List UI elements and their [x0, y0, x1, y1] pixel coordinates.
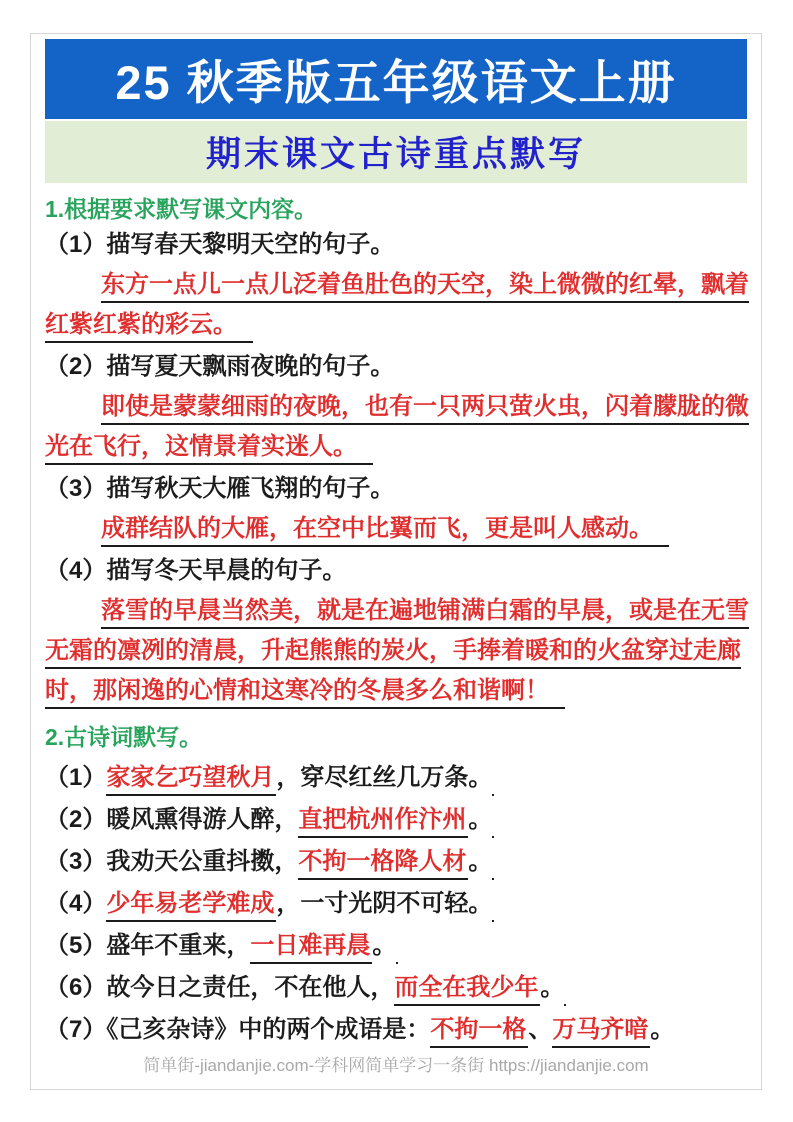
poem-red-segment: 不拘一格	[430, 1016, 528, 1048]
poem-black-segment: 。	[372, 932, 397, 959]
answer-line	[45, 387, 747, 427]
worksheet-page	[30, 33, 762, 1090]
poem-black-segment: 、	[528, 1016, 553, 1043]
answer-text: 时，那闲逸的心情和这寒冷的冬晨多么和谐啊！	[45, 677, 565, 709]
question-1: （1）描写春天黎明天空的句子。	[45, 231, 395, 258]
poem-black-segment: （4）	[45, 890, 107, 917]
answer-text: 光在飞行，这情景着实迷人。	[45, 433, 373, 465]
poem-item-2	[45, 805, 747, 835]
poem-red-segment: 一日难再晨	[250, 932, 372, 964]
poem-black-segment: ，穿尽红丝几万条。	[276, 764, 493, 791]
answer-line	[45, 671, 747, 711]
answer-4	[45, 591, 747, 711]
subtitle-banner	[45, 121, 747, 183]
answer-line	[45, 265, 747, 305]
poem-red-segment: 万马齐喑	[552, 1016, 650, 1048]
poem-black-segment: （5）盛年不重来，	[45, 932, 251, 959]
answer-line	[45, 631, 747, 671]
answer-line	[45, 305, 747, 345]
poem-red-segment: 不拘一格降人材	[298, 848, 468, 880]
section2-heading: 2.古诗词默写。	[45, 724, 203, 750]
poem-black-segment: 。	[468, 806, 493, 833]
poem-red-segment	[492, 806, 494, 838]
poem-item-3	[45, 847, 747, 877]
answer-line	[45, 509, 747, 549]
answer-text: 红紫红紫的彩云。	[45, 311, 253, 343]
poem-red-segment	[564, 974, 566, 1006]
answer-line	[45, 427, 747, 467]
answer-text: 无霜的凛冽的清晨，升起熊熊的炭火，手捧着暖和的火盆穿过走廊	[45, 637, 741, 669]
answer-1	[45, 265, 747, 345]
poem-black-segment: （6）故今日之责任，不在他人，	[45, 974, 395, 1001]
answer-line	[45, 591, 747, 631]
poem-red-segment: 少年易老学难成	[106, 890, 276, 922]
poem-red-segment	[492, 764, 494, 796]
question-3: （3）描写秋天大雁飞翔的句子。	[45, 475, 395, 502]
answer-2	[45, 387, 747, 467]
poem-black-segment: ，一寸光阴不可轻。	[276, 890, 493, 917]
question-2: （2）描写夏天飘雨夜晚的句子。	[45, 353, 395, 380]
watermark-footer: 简单街-jiandanjie.com-学科网简单学习一条街 https://jiandanjie.com	[143, 1056, 649, 1075]
poem-red-segment: 直把杭州作汴州	[298, 806, 468, 838]
poem-black-segment: （1）	[45, 764, 107, 791]
answer-3	[45, 509, 747, 549]
poem-item-6	[45, 973, 747, 1003]
question-4: （4）描写冬天早晨的句子。	[45, 557, 347, 584]
poem-black-segment: （2）暖风熏得游人醉，	[45, 806, 299, 833]
poem-red-segment	[492, 890, 494, 922]
poem-black-segment: 。	[540, 974, 565, 1001]
answer-text: 东方一点儿一点儿泛着鱼肚色的天空，染上微微的红晕，飘着	[101, 271, 749, 303]
section1-heading: 1.根据要求默写课文内容。	[45, 196, 318, 222]
answer-text: 落雪的早晨当然美，就是在遍地铺满白霜的早晨，或是在无雪	[101, 597, 749, 629]
poem-black-segment: 。	[650, 1016, 675, 1043]
poem-item-4	[45, 889, 747, 919]
poem-red-segment	[492, 848, 494, 880]
poem-black-segment: （3）我劝天公重抖擞，	[45, 848, 299, 875]
poem-black-segment: （7）《己亥杂诗》中的两个成语是：	[45, 1016, 431, 1043]
main-title-banner	[45, 39, 747, 119]
answer-text: 成群结队的大雁，在空中比翼而飞，更是叫人感动。	[101, 515, 669, 547]
poem-item-7	[45, 1015, 747, 1045]
poem-black-segment: 。	[468, 848, 493, 875]
answer-text: 即使是蒙蒙细雨的夜晚，也有一只两只萤火虫，闪着朦胧的微	[101, 393, 749, 425]
poem-item-5	[45, 931, 747, 961]
main-title: 25 秋季版五年级语文上册	[115, 55, 677, 109]
poem-red-segment: 家家乞巧望秋月	[106, 764, 276, 796]
poem-item-1	[45, 763, 747, 793]
subtitle: 期末课文古诗重点默写	[205, 135, 586, 174]
poem-red-segment: 而全在我少年	[394, 974, 540, 1006]
poem-red-segment	[396, 932, 398, 964]
